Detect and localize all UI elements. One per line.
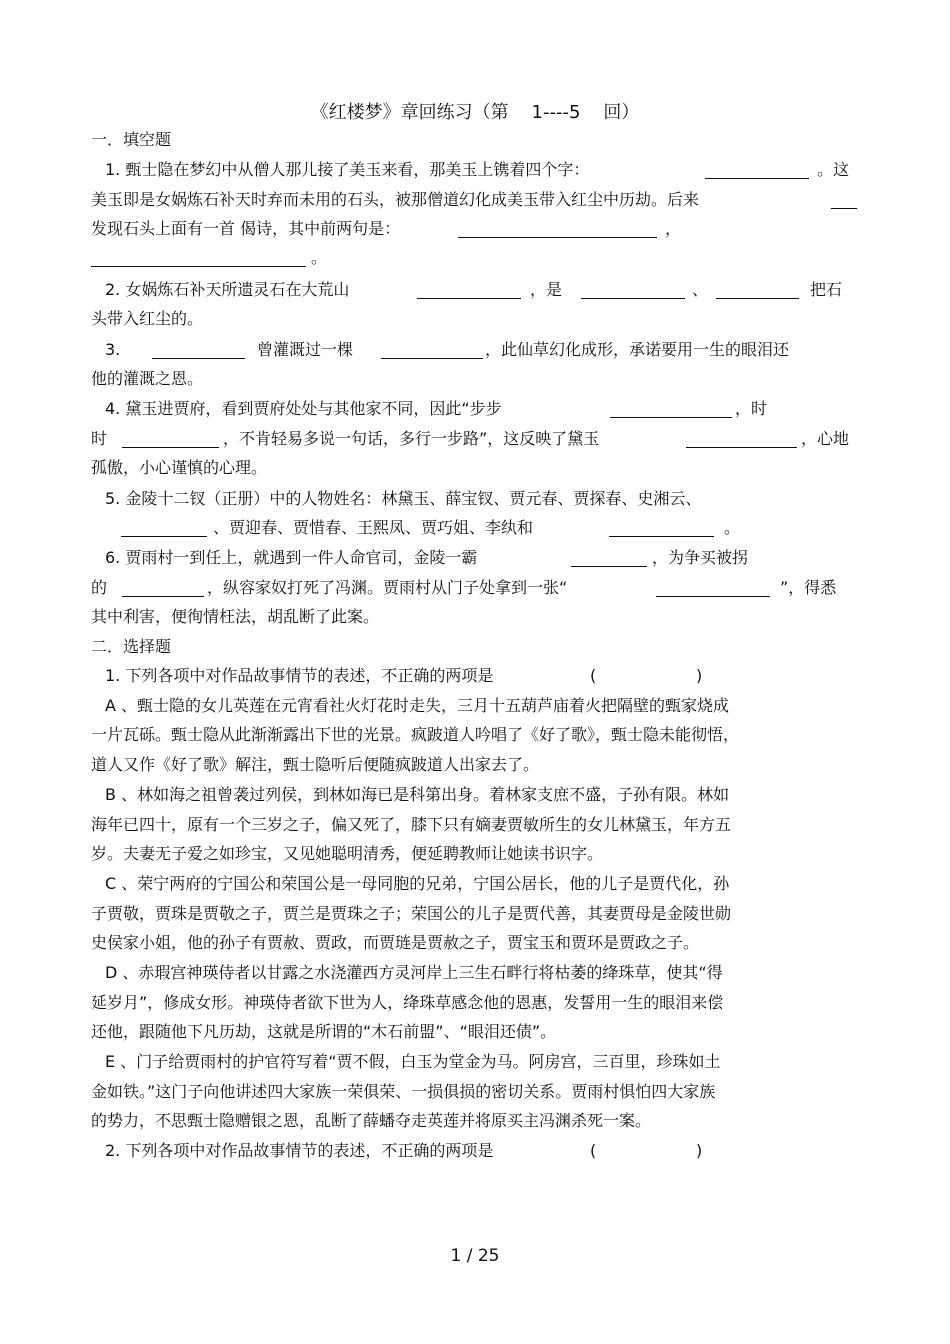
q3-text-b: 曾灌溉过一棵 xyxy=(257,340,354,359)
option-e-line2: 金如铁。”这门子向他讲述四大家族一荣俱荣、一损俱损的密切关系。贾雨村惧怕四大家族 xyxy=(91,1082,716,1101)
q1-blank-4[interactable] xyxy=(91,251,306,267)
q2-text-c: 、 xyxy=(692,280,709,299)
q4-blank-3[interactable] xyxy=(686,432,797,448)
q1-line3: 发现石头上面有一首 偈诗，其中前两句是： xyxy=(91,219,401,238)
q6-text-e: ”，得悉 xyxy=(780,578,837,597)
q1-blank-3[interactable] xyxy=(458,222,657,238)
q4-text-c: 时 xyxy=(91,429,108,448)
q6-line1: 6. 贾雨村一到任上，就遇到一件人命官司，金陵一霸 xyxy=(105,548,478,567)
option-c-line3: 史侯家小姐，他的孙子有贾赦、贾政，而贾琏是贾赦之子，贾宝玉和贾环是贾政之子。 xyxy=(91,933,700,952)
q1-line1-end: 。这 xyxy=(817,160,850,179)
q6-line3: 其中利害，便徇情枉法，胡乱断了此案。 xyxy=(91,607,380,626)
option-b-line3: 岁。夫妻无子爱之如珍宝，又见她聪明清秀，便延聘教师让她读书识字。 xyxy=(91,844,604,863)
option-d-line3: 还他，跟随他下凡历劫，这就是所谓的“木石前盟”、“眼泪还债”。 xyxy=(91,1022,557,1041)
c1-paren-left: ( xyxy=(590,666,597,685)
option-d-line1: D 、赤瑕宫神瑛侍者以甘露之水浇灌西方灵河岸上三生石畔行将枯萎的绛珠草，使其“得 xyxy=(105,963,723,982)
section-heading-fill-blank: 一．填空题 xyxy=(91,130,172,149)
q1-line1: 1. 甄士隐在梦幻中从僧人那儿接了美玉来看，那美玉上镌着四个字： xyxy=(105,160,590,179)
page-title: 《红楼梦》章回练习（第 1----5 回） xyxy=(310,102,640,123)
q6-text-b: ，为争买被拐 xyxy=(652,548,749,567)
q5-line1: 5. 金陵十二钗（正册）中的人物姓名：林黛玉、薛宝钗、贾元春、贾探春、史湘云、 xyxy=(105,489,702,508)
option-b-line1: B 、林如海之祖曾袭过列侯，到林如海已是科第出身。着林家支庶不盛，子孙有限。林如 xyxy=(105,785,730,804)
q3-num: 3. xyxy=(105,340,121,359)
q4-line1: 4. 黛玉进贾府，看到贾府处处与其他家不同，因此“步步 xyxy=(105,399,502,418)
q3-line2: 他的灌溉之恩。 xyxy=(91,369,204,388)
q2-text-b: ，是 xyxy=(530,280,563,299)
c2-stem: 2. 下列各项中对作品故事情节的表述，不正确的两项是 xyxy=(105,1141,494,1160)
page-number: 1 / 25 xyxy=(450,1246,500,1266)
section-heading-choice: 二．选择题 xyxy=(91,637,172,656)
q6-text-c: 的 xyxy=(91,578,108,597)
option-e-line3: 的势力，不思甄士隐赠银之恩，乱断了薛蟠夺走英莲并将原买主冯渊杀死一案。 xyxy=(91,1111,652,1130)
q1-blank-2[interactable] xyxy=(831,193,857,209)
q5-period: 。 xyxy=(724,518,741,537)
q1-comma: ， xyxy=(665,219,682,238)
q6-blank-3[interactable] xyxy=(656,581,770,597)
option-a-line2: 一片瓦砾。甄士隐从此渐渐露出下世的光景。疯跛道人吟唱了《好了歌》，甄士隐未能彻悟， xyxy=(91,725,740,744)
q4-line3: 孤傲，小心谨慎的心理。 xyxy=(91,458,268,477)
q2-blank-3[interactable] xyxy=(716,283,799,299)
q2-line2: 头带入红尘的。 xyxy=(91,309,204,328)
q2-text-d: 把石 xyxy=(810,280,843,299)
option-e-line1: E 、门子给贾雨村的护官符写着“贾不假，白玉为堂金为马。阿房宫，三百里，珍珠如土 xyxy=(105,1052,721,1071)
q2-blank-2[interactable] xyxy=(581,283,685,299)
q2-line1: 2. 女娲炼石补天所遗灵石在大荒山 xyxy=(105,280,350,299)
q1-blank-1[interactable] xyxy=(705,163,809,179)
q6-blank-2[interactable] xyxy=(122,581,204,597)
c1-stem: 1. 下列各项中对作品故事情节的表述，不正确的两项是 xyxy=(105,666,494,685)
q1-period: 。 xyxy=(311,248,328,267)
option-c-line1: C 、荣宁两府的宁国公和荣国公是一母同胞的兄弟，宁国公居长，他的儿子是贾代化，孙 xyxy=(105,874,730,893)
q2-blank-1[interactable] xyxy=(417,283,521,299)
option-a-line1: A 、甄士隐的女儿英莲在元宵看社火灯花时走失，三月十五葫芦庙着火把隔壁的甄家烧成 xyxy=(105,696,730,715)
option-d-line2: 延岁月”，修成女形。神瑛侍者欲下世为人，绛珠草感念他的恩惠，发誓用一生的眼泪来偿 xyxy=(91,993,724,1012)
q5-blank-1[interactable] xyxy=(121,521,207,537)
q3-text-c: ，此仙草幻化成形，承诺要用一生的眼泪还 xyxy=(485,340,790,359)
q3-blank-1[interactable] xyxy=(152,343,245,359)
option-c-line2: 子贾敬，贾珠是贾敬之子，贾兰是贾珠之子；荣国公的儿子是贾代善，其妻贾母是金陵世勋 xyxy=(91,904,732,923)
q4-blank-2[interactable] xyxy=(122,432,219,448)
q5-text-b: 、贾迎春、贾惜春、王熙凤、贾巧姐、李纨和 xyxy=(213,518,534,537)
q6-blank-1[interactable] xyxy=(571,551,647,567)
q3-blank-2[interactable] xyxy=(381,343,483,359)
option-b-line2: 海年已四十，原有一个三岁之子，偏又死了，膝下只有嫡妻贾敏所生的女儿林黛玉，年方五 xyxy=(91,815,732,834)
q4-text-e: ，心地 xyxy=(801,429,850,448)
q6-text-d: ，纵容家奴打死了冯渊。贾雨村从门子处拿到一张“ xyxy=(207,578,568,597)
q4-text-b: ，时 xyxy=(735,399,768,418)
q4-blank-1[interactable] xyxy=(610,402,732,418)
q5-blank-2[interactable] xyxy=(609,521,714,537)
q1-line2: 美玉即是女娲炼石补天时弃而未用的石头，被那僧道幻化成美玉带入红尘中历劫。后来 xyxy=(91,190,700,209)
c2-paren-left: ( xyxy=(590,1141,597,1160)
c1-paren-right: ) xyxy=(696,666,703,685)
q4-text-d: ，不肯轻易多说一句话，多行一步路”，这反映了黛玉 xyxy=(223,429,600,448)
option-a-line3: 道人又作《好了歌》解注，甄士隐听后便随疯跛道人出家去了。 xyxy=(91,755,540,774)
c2-paren-right: ) xyxy=(696,1141,703,1160)
